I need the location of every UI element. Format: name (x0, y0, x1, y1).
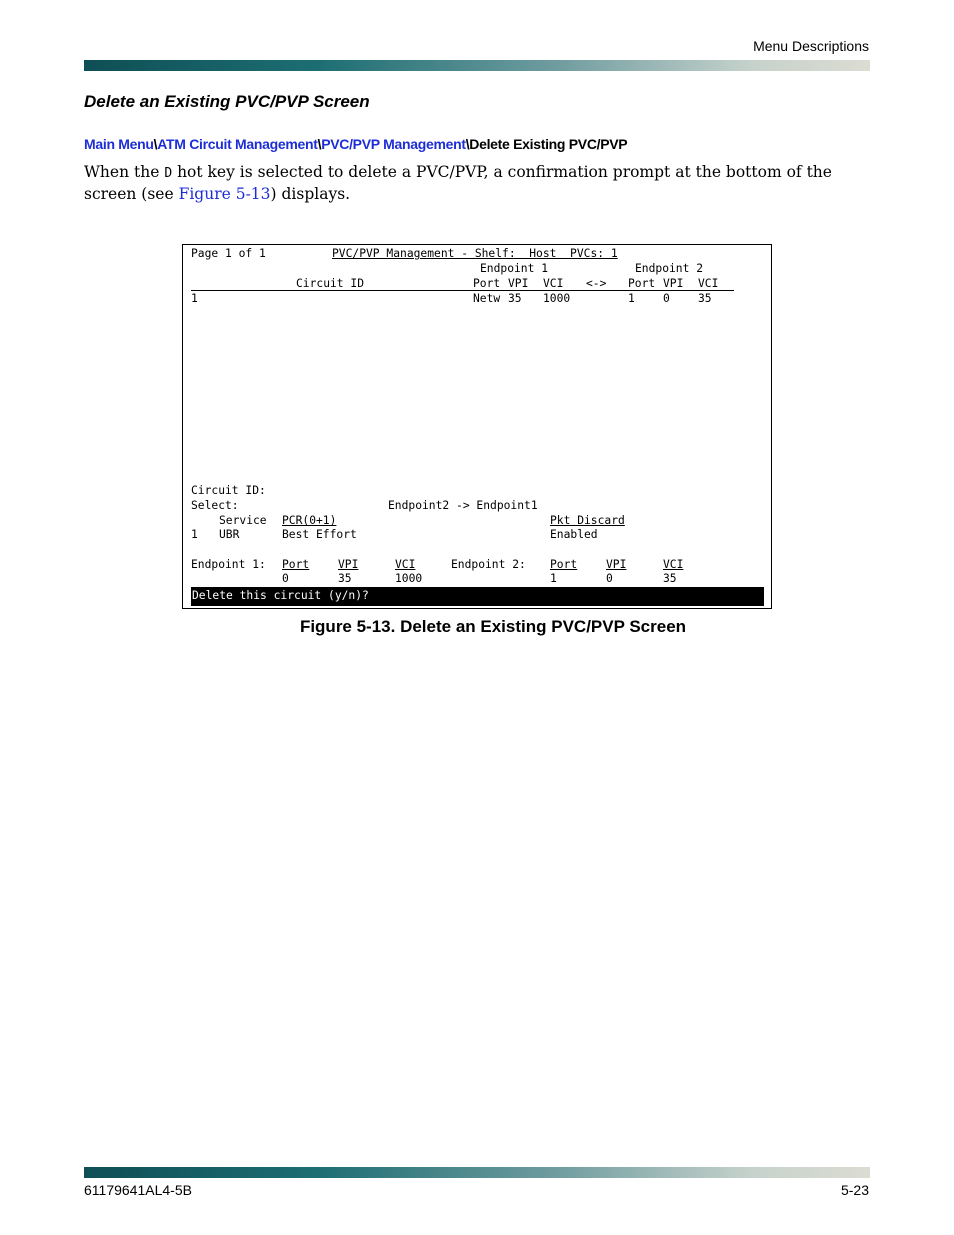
section-title: Delete an Existing PVC/PVP Screen (84, 92, 370, 111)
row-port1: Netw (473, 292, 501, 305)
service-number: 1 (191, 528, 198, 541)
col-vci1: VCI (543, 277, 564, 290)
col-circuit-id: Circuit ID (296, 277, 365, 290)
page-number: 5-23 (840, 1182, 869, 1198)
breadcrumb (84, 136, 627, 152)
pkt-discard-label: Pkt Discard (550, 514, 625, 527)
ep1-vpi-label: VPI (338, 558, 359, 571)
service-value: UBR (219, 528, 240, 541)
pkt-discard-value: Enabled (550, 528, 598, 541)
ep2-vci-label: VCI (663, 558, 684, 571)
ep2-vpi-value: 0 (606, 572, 613, 585)
row-vpi2: 0 (663, 292, 670, 305)
footer-rule (84, 1167, 870, 1178)
breadcrumb-pvc-link[interactable]: PVC/PVP Management (321, 136, 466, 152)
breadcrumb-atm-link[interactable]: ATM Circuit Management (157, 136, 318, 152)
col-arrow: <-> (586, 277, 607, 290)
breadcrumb-main-menu-link[interactable]: Main Menu (84, 136, 154, 152)
running-header: Menu Descriptions (753, 38, 869, 54)
breadcrumb-separator: \ (153, 136, 158, 152)
row-vpi1: 35 (508, 292, 522, 305)
endpoint1-heading: Endpoint 1 (480, 262, 549, 275)
row-vci1: 1000 (543, 292, 571, 305)
ep2-vci-value: 35 (663, 572, 677, 585)
paragraph-text: hot key is selected to delete a PVC/PVP, a confirmation prompt at the bottom of the screen (see (84, 163, 832, 203)
col-vpi1: VPI (508, 277, 529, 290)
col-port2: Port (628, 277, 656, 290)
endpoint1-label: Endpoint 1: (191, 558, 266, 571)
pcr-value: Best Effort (282, 528, 357, 541)
ep1-port-label: Port (282, 558, 310, 571)
service-label: Service (219, 514, 267, 527)
body-paragraph (84, 162, 864, 205)
pcr-label: PCR(0+1) (282, 514, 337, 527)
endpoint2-heading: Endpoint 2 (635, 262, 704, 275)
page-info: Page 1 of 1 (191, 247, 266, 260)
document-number: 61179641AL4-5B (84, 1182, 192, 1198)
breadcrumb-separator: \ (317, 136, 322, 152)
endpoint2-label: Endpoint 2: (451, 558, 526, 571)
screen-header-title: PVC/PVP Management - Shelf: Host PVCs: 1 (332, 247, 618, 260)
ep1-vci-value: 1000 (395, 572, 423, 585)
row-vci2: 35 (698, 292, 712, 305)
figure-caption: Figure 5-13. Delete an Existing PVC/PVP Screen (299, 617, 687, 636)
confirmation-prompt-bar[interactable] (191, 587, 764, 606)
figure-xref-link[interactable]: Figure 5-13 (178, 185, 271, 203)
paragraph-text: When the (84, 163, 165, 181)
ep2-vpi-label: VPI (606, 558, 627, 571)
hotkey-code: D (164, 166, 173, 181)
col-vpi2: VPI (663, 277, 684, 290)
terminal-screen (182, 244, 772, 609)
direction-text: Endpoint2 -> Endpoint1 (388, 499, 538, 512)
ep2-port-value: 1 (550, 572, 557, 585)
row-port2: 1 (628, 292, 635, 305)
paragraph-text: ) displays. (270, 185, 351, 203)
ep1-vpi-value: 35 (338, 572, 352, 585)
header-rule (84, 60, 870, 71)
col-vci2: VCI (698, 277, 719, 290)
col-port1: Port (473, 277, 501, 290)
select-label: Select: (191, 499, 239, 512)
delete-confirmation-prompt[interactable]: Delete this circuit (y/n)? (192, 589, 369, 602)
circuit-id-label: Circuit ID: (191, 484, 266, 497)
ep1-vci-label: VCI (395, 558, 416, 571)
ep2-port-label: Port (550, 558, 578, 571)
row-circuit-id[interactable]: 1 (191, 292, 198, 305)
breadcrumb-current: \Delete Existing PVC/PVP (465, 136, 628, 152)
ep1-port-value: 0 (282, 572, 289, 585)
